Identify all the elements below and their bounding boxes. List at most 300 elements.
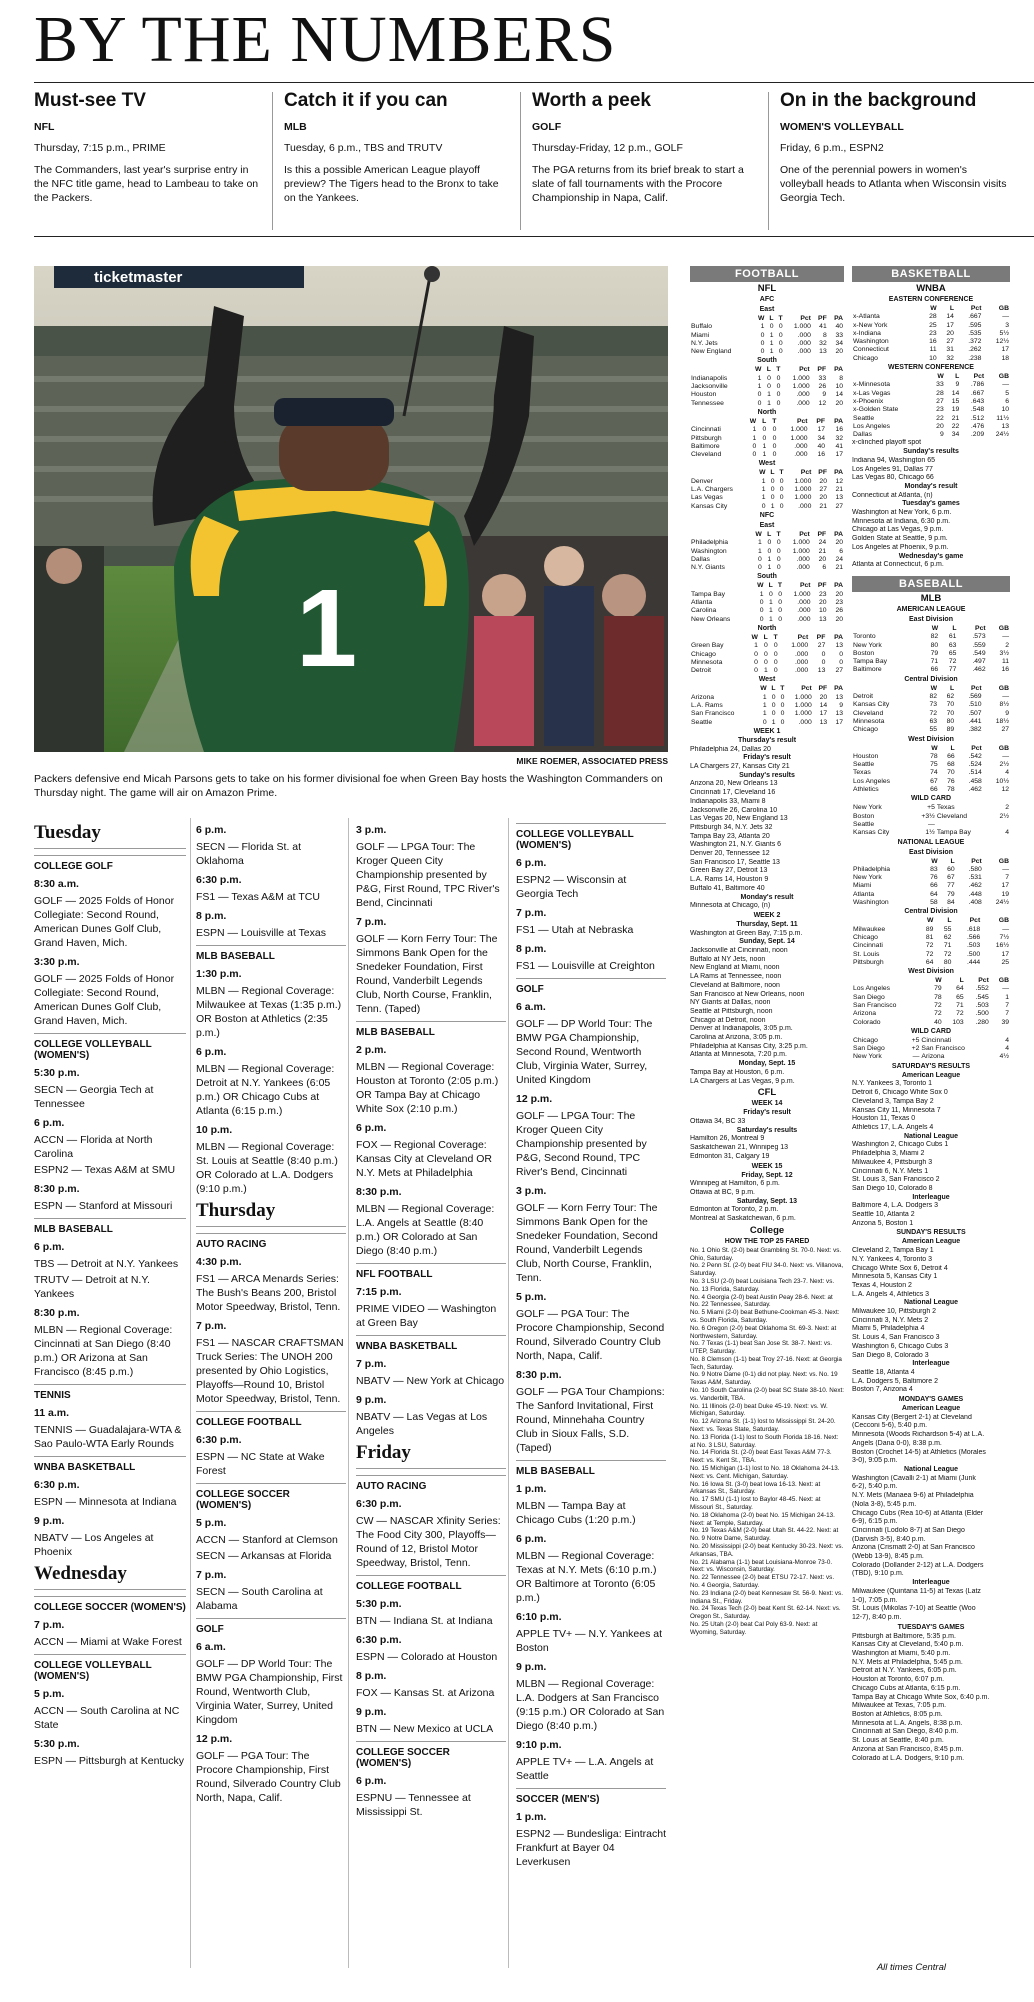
table-row [852, 753, 1010, 761]
standings-table [852, 858, 1010, 908]
table-row [690, 548, 844, 556]
stat-cell: 33 [835, 331, 843, 339]
result-line: Washington 6, Chicago Cubs 3 [852, 1342, 949, 1350]
stat-cell: 13 [819, 348, 827, 356]
team-name: Connecticut [853, 346, 889, 354]
tv-column-divider [348, 818, 349, 1968]
result-line: Chicago Cubs at Atlanta, 6:15 p.m. [852, 1684, 961, 1692]
stat-cell: 0 [758, 555, 762, 563]
basketball-section [852, 266, 1010, 570]
result-line: Buffalo at NY Jets, noon [690, 955, 766, 963]
teaser-description: The Commanders, last year's surprise entry in the NFC title game, head to Lambeau to take on the Packers. [34, 164, 259, 204]
table-row [852, 330, 1010, 338]
stat-cell: 81 [925, 933, 934, 941]
stat-cell: 0 [776, 391, 781, 399]
standings-column-header: PA [834, 315, 843, 322]
stat-cell: 71 [930, 658, 939, 666]
air-time: 7 p.m. [34, 1619, 65, 1631]
team-name: Tampa Bay [691, 590, 726, 598]
section-header: FOOTBALL [690, 266, 844, 282]
wild-card-table [852, 804, 1010, 837]
stat-cell: 20 [946, 329, 954, 337]
table-row [690, 443, 844, 451]
result-line: Boston (Crochet 14-5) at Athletics (Morales [852, 1448, 986, 1456]
table-row [690, 332, 844, 340]
stat-cell: 70 [947, 769, 955, 777]
section-header: BASKETBALL [852, 266, 1010, 282]
stat-cell: .559 [972, 641, 986, 649]
division-heading: West Division [908, 968, 954, 976]
sport-category: WNBA BASKETBALL [356, 1335, 506, 1352]
stat-cell: 21 [819, 502, 827, 510]
wild-card-cell: Arizona [921, 1053, 945, 1061]
standings-column-header: T [772, 417, 777, 425]
stat-cell: 6 [1005, 397, 1009, 405]
listing-line: BTN — Indiana St. at Indiana [356, 1615, 493, 1627]
baseball-section [852, 576, 1010, 1763]
stat-cell: 0 [780, 693, 785, 701]
sport-category: COLLEGE SOCCER (WOMEN'S) [34, 1596, 186, 1613]
stat-cell: 65 [948, 649, 957, 657]
wild-card-cell: Boston [853, 812, 875, 820]
stat-cell: 1 [764, 667, 768, 675]
table-row [852, 821, 1010, 829]
sport-category: GOLF [516, 978, 666, 995]
standings-column-header: Pct [971, 744, 982, 752]
air-time: 6 p.m. [356, 1122, 387, 1134]
stat-cell: 0 [769, 590, 773, 598]
result-line: Cleveland 2, Tampa Bay 1 [852, 1247, 934, 1255]
team-name: Minnesota [853, 717, 885, 725]
result-line: Cincinnati at San Diego, 8:40 p.m. [852, 1728, 959, 1736]
listing-line: NBATV — Las Vegas at Los Angeles [356, 1411, 488, 1437]
standings-table [690, 418, 844, 459]
stat-cell: .500 [975, 1010, 989, 1018]
stat-cell: .000 [794, 667, 809, 675]
sport-category: COLLEGE VOLLEYBALL (WOMEN'S) [34, 1033, 186, 1061]
league-heading: NFL [757, 283, 777, 294]
standings-corner [852, 917, 916, 925]
team-name: Dallas [691, 555, 710, 563]
team-name: Buffalo [691, 323, 713, 331]
standings-column-header: Pct [973, 373, 985, 381]
stat-cell: 19 [1001, 890, 1009, 898]
team-name: Washington [853, 338, 889, 346]
stat-cell: 0 [754, 658, 758, 666]
section-header: BASEBALL [852, 576, 1010, 592]
stat-cell: .476 [970, 422, 985, 430]
listing-line: ACCN — Miami at Wake Forest [34, 1636, 182, 1648]
stat-cell: 1 [757, 374, 762, 382]
stat-cell: .462 [972, 666, 986, 674]
air-time: 8:30 p.m. [356, 1186, 402, 1198]
teasers-rule [34, 236, 1034, 237]
division-heading: WILD CARD [910, 1027, 952, 1035]
stat-cell: 23 [936, 406, 944, 414]
result-line: Los Angeles 91, Dallas 77 [852, 465, 933, 473]
stat-cell: .462 [968, 882, 982, 890]
standings-column-header: GB [998, 977, 1009, 985]
stat-cell: .000 [797, 331, 811, 339]
standings-corner [852, 305, 920, 313]
stat-cell: 27 [835, 502, 843, 510]
stat-cell: 39 [1001, 1018, 1009, 1026]
stat-cell: 70 [946, 709, 955, 717]
teaser-time: Thursday, 7:15 p.m., PRIME [34, 142, 166, 154]
stat-cell: 31 [946, 346, 954, 354]
table-row [690, 591, 844, 599]
standings-corner [852, 858, 922, 866]
division-heading: NATIONAL LEAGUE [897, 838, 965, 846]
stat-cell: 58 [930, 899, 938, 907]
sport-category: COLLEGE VOLLEYBALL (WOMEN'S) [34, 1654, 186, 1682]
results-heading: Interleague [912, 1360, 950, 1368]
team-name: San Francisco [691, 710, 735, 718]
stat-cell: 3½ [999, 649, 1009, 657]
sport-category: MLB BASEBALL [196, 945, 346, 962]
table-row [852, 934, 1010, 942]
listing-line: ESPN — NC State at Wake Forest [196, 1451, 325, 1477]
stat-cell: 0 [780, 701, 785, 709]
listing-line: APPLE TV+ — L.A. Angels at Seattle [516, 1756, 654, 1782]
result-line: Kansas City (Bergert 2-1) at Cleveland [852, 1413, 972, 1421]
standings-column-header: W [758, 315, 765, 322]
table-row [852, 1045, 1010, 1053]
division-heading: EASTERN CONFERENCE [888, 296, 974, 303]
stat-cell: 11 [929, 346, 937, 354]
result-line: Washington 21, N.Y. Giants 6 [690, 841, 782, 849]
standings-column-header: PF [818, 315, 827, 322]
listing-line: GOLF — DP World Tour: The BMW PGA Championship, First Round, Wentworth Club, Virginia Water, Surrey, United Kingdom [196, 1658, 343, 1726]
results-heading: Monday's result [740, 893, 794, 901]
stat-cell: 17 [946, 321, 954, 329]
standings-table [852, 917, 1010, 967]
stat-cell: 17 [1001, 882, 1009, 890]
stat-cell: 0 [759, 607, 764, 615]
stat-cell: .580 [968, 865, 982, 873]
stat-cell: 20 [819, 477, 827, 485]
team-name: L.A. Chargers [691, 486, 733, 494]
stat-cell: .786 [970, 381, 985, 389]
results-heading: National League [903, 1132, 959, 1140]
result-line: LA Rams at Tennessee, noon [690, 973, 782, 981]
stat-cell: 9 [822, 391, 827, 399]
result-line: Ottawa 34, BC 33 [690, 1118, 746, 1125]
result-line: NY Giants at Dallas, noon [690, 999, 771, 1007]
listing-line: TBS — Detroit at N.Y. Yankees [34, 1258, 179, 1270]
stat-cell: 14 [819, 701, 828, 709]
stat-cell: 7½ [999, 933, 1009, 941]
listing-line: MLBN — Regional Coverage: Texas at N.Y. Mets (6:10 p.m.) OR Baltimore at Toronto (6:05 p.m.) [516, 1550, 657, 1604]
team-name: Chicago [853, 354, 878, 362]
tv-column [356, 818, 506, 1821]
stat-cell: 41 [835, 442, 843, 450]
wild-card-cell: 2½ [999, 812, 1009, 820]
team-name: Arizona [691, 693, 715, 701]
standings-corner [690, 685, 756, 693]
result-line: Las Vegas 80, Chicago 66 [852, 474, 934, 482]
wild-card-cell [992, 821, 1010, 829]
stat-cell: 0 [772, 434, 777, 442]
standings-column-header: L [955, 373, 960, 381]
result-line: Tampa Bay at Houston, 6 p.m. [690, 1068, 785, 1076]
listing-line: ESPN — Pittsburgh at Kentucky [34, 1755, 184, 1767]
stat-cell: 10 [835, 383, 843, 391]
results-heading: Sunday, Sept. 14 [739, 938, 795, 946]
table-row [852, 431, 1010, 439]
stat-cell: 26 [818, 383, 827, 391]
result-line: Denver at Indianapolis, 3:05 p.m. [690, 1025, 793, 1033]
stat-cell: .000 [796, 391, 810, 399]
standings-table [690, 469, 844, 510]
table-row [690, 659, 844, 667]
result-line: Edmonton 31, Calgary 19 [690, 1152, 770, 1160]
stat-cell: 77 [948, 666, 957, 674]
standings-table [690, 634, 844, 675]
result-line: Colorado (Dollander 2-12) at L.A. Dodgers [852, 1561, 984, 1569]
standings-column-header: PF [816, 417, 826, 425]
stat-cell: 1 [758, 547, 762, 555]
listing-line: GOLF — Korn Ferry Tour: The Simmons Bank Open for the Snedeker Foundation, Second Round, Vanderbilt Legends Club, North Course, Franklin, Tenn. [516, 1202, 658, 1284]
table-row [690, 694, 844, 702]
stat-cell: 0 [769, 323, 774, 331]
result-line: Ottawa at BC, 9 p.m. [690, 1188, 755, 1196]
top25-list [690, 1247, 844, 1637]
stat-cell: 0 [772, 426, 777, 434]
poll-line: No. 13 Florida (1-1) lost to South Florida 18-16. Next: at No. 3 LSU, Saturday. [690, 1433, 839, 1449]
stat-cell: 0 [779, 502, 784, 510]
photo [34, 266, 668, 752]
result-line: (Nola 3-8), 5:45 p.m. [852, 1500, 917, 1508]
standings-column-header: Pct [797, 633, 809, 641]
result-line: Connecticut at Atlanta, (n) [852, 491, 933, 499]
stat-cell: 0 [778, 323, 783, 331]
results-heading: Tuesday's games [902, 500, 960, 508]
table-row [690, 494, 844, 502]
sport-category: COLLEGE FOOTBALL [356, 1575, 506, 1592]
result-line: Cleveland 3, Tampa Bay 2 [852, 1097, 934, 1105]
stat-cell: 1 [767, 564, 772, 572]
teaser-card [532, 90, 758, 230]
stat-cell: 82 [930, 633, 939, 641]
stat-cell: .441 [968, 717, 982, 725]
division-heading: MONDAY'S GAMES [898, 1396, 964, 1404]
stat-cell: 33 [818, 374, 827, 382]
listing-line: ACCN — Stanford at Clemson [196, 1534, 338, 1546]
stat-cell: 1 [769, 599, 773, 607]
poll-line: No. 2 Penn St. (2-0) beat FIU 34-0. Next: vs. Villanova, Saturday. [690, 1262, 844, 1278]
stat-cell: 0 [776, 555, 781, 563]
results-heading: Saturday's results [736, 1126, 798, 1134]
table-row [852, 322, 1010, 330]
stadium-banner: ticketmaster [94, 269, 183, 286]
air-time: 6:10 p.m. [516, 1611, 562, 1623]
result-line: San Diego 8, Colorado 3 [852, 1351, 929, 1359]
table-row [852, 718, 1010, 726]
air-time: 6 p.m. [516, 1533, 547, 1545]
standings-column-header: Pct [969, 917, 981, 925]
result-line: Seattle 18, Atlanta 4 [852, 1368, 915, 1376]
stat-cell: 0 [773, 650, 778, 658]
stat-cell: 10½ [995, 777, 1009, 785]
stat-cell: 6 [822, 564, 827, 572]
stat-cell: 0 [754, 667, 758, 675]
table-row [852, 693, 1010, 701]
stat-cell: 0 [762, 434, 767, 442]
stat-cell: 10 [929, 354, 937, 362]
stat-cell: 1 [767, 555, 772, 563]
table-row [852, 1002, 1010, 1010]
division-heading: SUNDAY'S RESULTS [896, 1229, 966, 1237]
stat-cell: 1 [769, 331, 774, 339]
standings-column-header: W [751, 633, 758, 641]
sport-category: TENNIS [34, 1384, 186, 1401]
stat-cell: 89 [925, 925, 934, 933]
stat-cell: 76 [930, 874, 938, 882]
stat-cell: 103 [952, 1018, 964, 1026]
standings-corner [852, 373, 929, 381]
team-name: St. Louis [853, 950, 880, 958]
stat-cell: 17 [817, 426, 826, 434]
stat-cell: .408 [968, 899, 982, 907]
table-row [852, 1037, 1010, 1045]
team-name: Kansas City [691, 502, 728, 510]
air-time: 7 p.m. [196, 1569, 227, 1581]
listing-line: SECN — Georgia Tech at Tennessee [34, 1084, 154, 1110]
result-line: Chicago at Detroit, noon [690, 1016, 766, 1024]
standings-corner [690, 366, 750, 374]
team-name: Tampa Bay [853, 658, 888, 666]
table-row [852, 813, 1010, 821]
team-name: New Orleans [691, 615, 731, 623]
poll-line: No. 8 Clemson (1-1) beat Troy 27-16. Next: at Georgia Tech, Saturday. [690, 1355, 842, 1371]
league-heading: College [749, 1224, 785, 1236]
standings-column-header: W [930, 684, 937, 692]
stat-cell: 12 [818, 399, 827, 407]
air-time: 7 p.m. [356, 1358, 387, 1370]
stat-cell: 0 [778, 599, 782, 607]
stat-cell: 1.000 [794, 477, 812, 485]
team-name: New England [691, 348, 732, 356]
listing-line: ACCN — South Carolina at NC State [34, 1705, 180, 1731]
air-time: 9 p.m. [356, 1394, 387, 1406]
team-name: Los Angeles [853, 422, 891, 430]
result-line: Carolina at Arizona, 3:05 p.m. [690, 1034, 783, 1042]
wild-card-cell: 4 [1005, 829, 1009, 837]
stat-cell: 8 [822, 331, 827, 339]
result-line: Houston 11, Texas 0 [852, 1115, 916, 1123]
teaser-divider [272, 92, 273, 230]
stat-cell: 24½ [995, 431, 1009, 439]
result-line: L.A. Dodgers 5, Baltimore 2 [852, 1377, 938, 1385]
listing-line: NBATV — Los Angeles at Phoenix [34, 1532, 154, 1558]
team-name: Green Bay [691, 642, 724, 650]
wild-card-cell: 4½ [999, 1053, 1009, 1061]
air-time: 7 p.m. [356, 916, 387, 928]
team-name: Minnesota [691, 658, 723, 666]
standings-table [690, 582, 844, 623]
standings-column-header: W [937, 373, 944, 381]
football-scoreboard [690, 266, 844, 1637]
stat-cell: 1.000 [790, 434, 808, 442]
table-row [852, 642, 1010, 650]
listing-line: PRIME VIDEO — Washington at Green Bay [356, 1303, 497, 1329]
stat-cell: 9 [939, 431, 944, 439]
sport-category: SOCCER (MEN'S) [516, 1788, 666, 1805]
stat-cell: 21 [951, 414, 960, 422]
listing-line: ESPN — Minnesota at Indiana [34, 1496, 177, 1508]
team-name: x-Minnesota [853, 381, 891, 389]
team-name: Chicago [853, 726, 878, 734]
stat-cell: 60 [947, 865, 955, 873]
air-time: 5:30 p.m. [34, 1738, 80, 1750]
team-name: Washington [691, 547, 727, 555]
stat-cell: 66 [930, 786, 938, 794]
result-line: St. Louis 4, San Francisco 3 [852, 1334, 940, 1342]
standings-table [690, 315, 844, 356]
stat-cell: 34 [835, 339, 843, 347]
result-line: 6-9), 6:15 p.m. [852, 1518, 898, 1526]
division-heading: WESTERN CONFERENCE [888, 364, 974, 372]
standings-column-header: PA [834, 633, 843, 641]
standings-column-header: Pct [799, 530, 810, 538]
sport-category: AUTO RACING [196, 1233, 346, 1250]
result-line: Saskatchewan 21, Winnipeg 13 [690, 1144, 789, 1152]
table-row [690, 667, 844, 675]
table-row [852, 761, 1010, 769]
stat-cell: 13 [835, 710, 843, 718]
sport-category: MLB BASEBALL [516, 1460, 666, 1477]
division-heading: Central Division [904, 675, 958, 683]
stat-cell: 80 [946, 717, 955, 725]
stat-cell: 16 [1001, 666, 1009, 674]
stat-cell: 28 [936, 389, 944, 397]
stat-cell: 72 [948, 658, 957, 666]
result-line: Colorado at L.A. Dodgers, 9:10 p.m. [852, 1754, 965, 1762]
poll-line: No. 10 South Carolina (2-0) beat SC State 38-10. Next: vs. Vanderbilt, TBA. [690, 1387, 845, 1402]
standings-table [852, 305, 1010, 363]
stat-cell: 8½ [999, 701, 1009, 709]
stat-cell: .238 [968, 354, 982, 362]
stat-cell: 0 [778, 331, 783, 339]
air-time: 6:30 p.m. [196, 874, 242, 886]
stat-cell: 0 [780, 710, 785, 718]
standings-column-header: L [959, 977, 964, 985]
stat-cell: 0 [757, 391, 762, 399]
results-heading: American League [901, 1238, 961, 1246]
air-time: 6 p.m. [196, 1046, 227, 1058]
team-name: x-Phoenix [853, 397, 884, 405]
stat-cell: .531 [968, 874, 982, 882]
air-time: 1 p.m. [516, 1483, 547, 1495]
result-line: Indianapolis 33, Miami 8 [690, 797, 766, 805]
poll-line: No. 15 Michigan (1-1) lost to No. 18 Oklahoma 24-13. Next: vs. Cent. Michigan, Saturday. [690, 1465, 840, 1480]
table-row [690, 607, 844, 615]
stat-cell: 9 [955, 381, 960, 389]
table-row [690, 323, 844, 331]
result-line: Tampa Bay at Chicago White Sox, 6:40 p.m. [852, 1693, 990, 1701]
stat-cell: 0 [776, 383, 781, 391]
stat-cell: 13 [818, 615, 827, 623]
table-row [852, 423, 1010, 431]
poll-line: No. 23 Indiana (2-0) beat Kennesaw St. 56-9. Next: vs. Indiana St., Friday. [690, 1589, 843, 1605]
result-line: Cincinnati (Lodolo 8-7) at San Diego [852, 1526, 965, 1534]
standings-column-header: W [931, 625, 939, 632]
wild-card-cell: Texas [936, 804, 955, 812]
wild-card-cell [936, 821, 992, 829]
team-name: x-Golden State [853, 406, 899, 414]
stat-cell: 20 [818, 599, 827, 607]
